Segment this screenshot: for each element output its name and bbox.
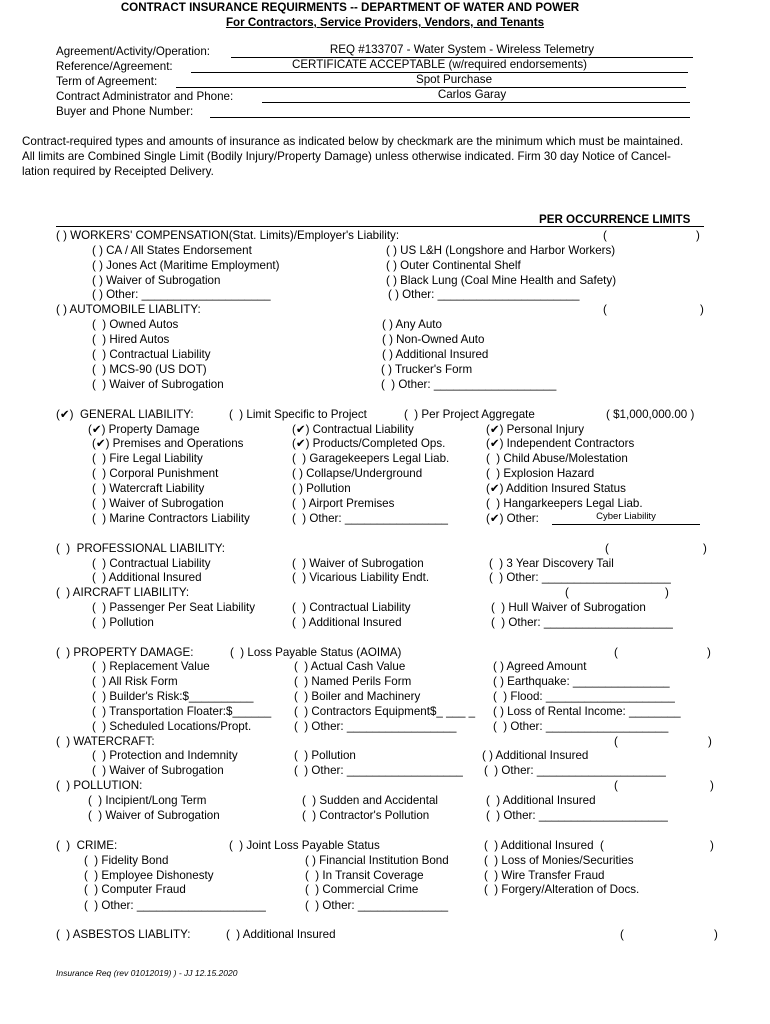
property-option[interactable]: ( ) Agreed Amount bbox=[493, 660, 587, 673]
limits-divider bbox=[56, 226, 704, 227]
watercraft-option[interactable]: ( ) Additional Insured bbox=[482, 749, 589, 762]
auto-option[interactable]: ( ) Other: ___________________ bbox=[381, 378, 557, 391]
buyer-label: Buyer and Phone Number: bbox=[56, 105, 194, 118]
auto-option[interactable]: ( ) Any Auto bbox=[382, 318, 442, 331]
intro-line-2: All limits are Combined Single Limit (Bodily Injury/Property Damage) unless otherwise indicated. Firm 30 day Notice of Cancel- bbox=[22, 150, 671, 163]
watercraft-option[interactable]: ( ) Pollution bbox=[294, 749, 356, 762]
property-option[interactable]: ( ) Contractors Equipment$_ ___ _ bbox=[294, 705, 476, 718]
auto-option[interactable]: ( ) Waiver of Subrogation bbox=[92, 378, 224, 391]
term-label: Term of Agreement: bbox=[56, 75, 158, 88]
aircraft-option[interactable]: ( ) Other: ____________________ bbox=[491, 616, 673, 629]
asbestos-limit-open: ( bbox=[620, 928, 624, 941]
pollution-limit-open: ( bbox=[614, 779, 618, 792]
gl-option[interactable]: ( ) Child Abuse/Molestation bbox=[486, 452, 628, 465]
prof-option[interactable]: ( ) Waiver of Subrogation bbox=[292, 557, 424, 570]
watercraft-option[interactable]: ( ) Other: __________________ bbox=[294, 764, 463, 777]
property-option[interactable]: ( ) Replacement Value bbox=[92, 660, 210, 673]
property-option[interactable]: ( ) Actual Cash Value bbox=[294, 660, 406, 673]
auto-option[interactable]: ( ) Contractual Liability bbox=[92, 348, 211, 361]
pollution-option[interactable]: ( ) Contractor's Pollution bbox=[302, 809, 430, 822]
professional-limit-open: ( bbox=[605, 542, 609, 555]
gl-option[interactable]: ( ) Watercraft Liability bbox=[92, 482, 205, 495]
pollution-option[interactable]: ( ) Sudden and Accidental bbox=[302, 794, 438, 807]
crime-joint[interactable]: ( ) Joint Loss Payable Status bbox=[229, 839, 380, 852]
watercraft-option[interactable]: ( ) Waiver of Subrogation bbox=[92, 764, 224, 777]
gl-option[interactable]: (✔) Products/Completed Ops. bbox=[292, 437, 446, 450]
pollution-option[interactable]: ( ) Waiver of Subrogation bbox=[88, 809, 220, 822]
wc-option[interactable]: ( ) Waiver of Subrogation bbox=[92, 274, 221, 287]
gl-option[interactable]: ( ) Waiver of Subrogation bbox=[92, 497, 224, 510]
gl-aggregate[interactable]: ( ) Per Project Aggregate bbox=[404, 408, 535, 421]
auto-limit-close: ) bbox=[700, 303, 704, 316]
gl-option[interactable]: (✔) Personal Injury bbox=[486, 423, 584, 436]
admin-line bbox=[262, 102, 690, 103]
watercraft-limit-open: ( bbox=[614, 735, 618, 748]
watercraft-title[interactable]: ( ) WATERCRAFT: bbox=[56, 735, 155, 748]
asbestos-additional[interactable]: ( ) Additional Insured bbox=[226, 928, 336, 941]
property-option[interactable]: ( ) Builder's Risk:$__________ bbox=[92, 690, 254, 703]
property-option[interactable]: ( ) Earthquake: _______________ bbox=[493, 675, 670, 688]
wc-option[interactable]: ( ) US L&H (Longshore and Harbor Workers) bbox=[386, 244, 616, 257]
aircraft-option[interactable]: ( ) Passenger Per Seat Liability bbox=[92, 601, 256, 614]
pollution-option[interactable]: ( ) Incipient/Long Term bbox=[88, 794, 207, 807]
auto-option[interactable]: ( ) Trucker's Form bbox=[381, 363, 473, 376]
gl-option[interactable]: (✔) Addition Insured Status bbox=[486, 482, 626, 495]
crime-limit-close: ) bbox=[710, 839, 714, 852]
buyer-line[interactable] bbox=[210, 117, 690, 118]
watercraft-option[interactable]: ( ) Other: ____________________ bbox=[484, 764, 666, 777]
property-limit-open: ( bbox=[614, 646, 618, 659]
aircraft-option[interactable]: ( ) Hull Waiver of Subrogation bbox=[491, 601, 646, 614]
workers-comp-title[interactable]: ( ) WORKERS' COMPENSATION(Stat. Limits)/Employer's Liability: bbox=[56, 229, 400, 242]
auto-option[interactable]: ( ) Non-Owned Auto bbox=[382, 333, 485, 346]
crime-title[interactable]: ( ) CRIME: bbox=[56, 839, 118, 852]
prof-option[interactable]: ( ) 3 Year Discovery Tail bbox=[489, 557, 614, 570]
wc-option[interactable]: ( ) Jones Act (Maritime Employment) bbox=[92, 259, 280, 272]
gl-option[interactable]: ( ) Fire Legal Liability bbox=[92, 452, 203, 465]
aircraft-option[interactable]: ( ) Pollution bbox=[92, 616, 154, 629]
crime-option[interactable]: ( ) Commercial Crime bbox=[305, 883, 419, 896]
prof-option[interactable]: ( ) Other: ____________________ bbox=[489, 571, 671, 584]
crime-option[interactable]: ( ) Employee Dishonesty bbox=[84, 869, 214, 882]
property-option[interactable]: ( ) Scheduled Locations/Propt. bbox=[92, 720, 252, 733]
prof-option[interactable]: ( ) Contractual Liability bbox=[92, 557, 211, 570]
admin-label: Contract Administrator and Phone: bbox=[56, 90, 234, 103]
auto-option[interactable]: ( ) Owned Autos bbox=[92, 318, 179, 331]
auto-option[interactable]: ( ) Additional Insured bbox=[382, 348, 489, 361]
gl-title: GENERAL LIABILITY: bbox=[80, 408, 194, 421]
prof-option[interactable]: ( ) Vicarious Liability Endt. bbox=[292, 571, 430, 584]
term-value: Spot Purchase bbox=[415, 73, 493, 86]
gl-option[interactable]: ( ) Pollution bbox=[292, 482, 351, 495]
watercraft-option[interactable]: ( ) Protection and Indemnity bbox=[92, 749, 238, 762]
aircraft-limit-open: ( bbox=[565, 586, 569, 599]
aircraft-option[interactable]: ( ) Additional Insured bbox=[292, 616, 402, 629]
crime-option[interactable]: ( ) Wire Transfer Fraud bbox=[484, 869, 605, 882]
gl-option[interactable]: ( ) Collapse/Underground bbox=[292, 467, 423, 480]
property-aoima[interactable]: ( ) Loss Payable Status (AOIMA) bbox=[230, 646, 402, 659]
limits-header: PER OCCURRENCE LIMITS bbox=[539, 213, 691, 226]
property-option[interactable]: ( ) Loss of Rental Income: ________ bbox=[493, 705, 681, 718]
gl-option[interactable]: ( ) Hangarkeepers Legal Liab. bbox=[486, 497, 643, 510]
agreement-value: REQ #133707 - Water System - Wireless Telemetry bbox=[329, 43, 595, 56]
professional-title[interactable]: ( ) PROFESSIONAL LIABILITY: bbox=[56, 542, 226, 555]
crime-option[interactable]: ( ) Fidelity Bond bbox=[84, 854, 169, 867]
property-limit-close: ) bbox=[707, 646, 711, 659]
gl-option[interactable]: ( ) Other: ________________ bbox=[292, 512, 448, 525]
property-option[interactable]: ( ) Other: _________________ bbox=[294, 720, 457, 733]
intro-line-1: Contract-required types and amounts of insurance as indicated below by checkmark are the minimum which must be maintained. bbox=[22, 135, 684, 148]
crime-option[interactable]: ( ) In Transit Coverage bbox=[305, 869, 424, 882]
page-subtitle: For Contractors, Service Providers, Vendors, and Tenants bbox=[225, 16, 545, 29]
auto-limit-open: ( bbox=[603, 303, 607, 316]
workers-comp-limit-close: ) bbox=[696, 229, 700, 242]
gl-option[interactable]: (✔) Independent Contractors bbox=[486, 437, 635, 450]
reference-value: CERTIFICATE ACCEPTABLE (w/required endorsements) bbox=[291, 58, 588, 71]
crime-option[interactable]: ( ) Financial Institution Bond bbox=[305, 854, 449, 867]
auto-title[interactable]: ( ) AUTOMOBILE LIABLITY: bbox=[56, 303, 201, 316]
prof-option[interactable]: ( ) Additional Insured bbox=[92, 571, 202, 584]
gl-option[interactable]: ( ) Corporal Punishment bbox=[92, 467, 219, 480]
aircraft-option[interactable]: ( ) Contractual Liability bbox=[292, 601, 411, 614]
intro-line-3: lation required by Receipted Delivery. bbox=[22, 165, 214, 178]
agreement-label: Agreement/Activity/Operation: bbox=[56, 45, 211, 58]
wc-option[interactable]: ( ) CA / All States Endorsement bbox=[92, 244, 252, 257]
crime-additional[interactable]: ( ) Additional Insured ( bbox=[484, 839, 604, 852]
gl-limit: ( $1,000,000.00 ) bbox=[606, 408, 695, 421]
crime-option[interactable]: ( ) Other: ______________ bbox=[305, 899, 449, 912]
gl-checkbox[interactable]: (✔) bbox=[56, 408, 74, 421]
auto-option[interactable]: ( ) Hired Autos bbox=[92, 333, 170, 346]
asbestos-limit-close: ) bbox=[714, 928, 718, 941]
wc-option[interactable]: ( ) Outer Continental Shelf bbox=[386, 259, 521, 272]
auto-option[interactable]: ( ) MCS-90 (US DOT) bbox=[92, 363, 207, 376]
crime-option[interactable]: ( ) Forgery/Alteration of Docs. bbox=[484, 883, 640, 896]
gl-option[interactable]: ( ) Explosion Hazard bbox=[486, 467, 595, 480]
footer-revision: Insurance Req (rev 01012019) ) - JJ 12.15.2020 bbox=[56, 968, 238, 978]
gl-option[interactable]: ( ) Garagekeepers Legal Liab. bbox=[292, 452, 450, 465]
pollution-limit-close: ) bbox=[710, 779, 714, 792]
gl-other-line bbox=[552, 524, 700, 525]
gl-option[interactable]: (✔) Property Damage bbox=[88, 423, 200, 436]
workers-comp-limit-open: ( bbox=[603, 229, 607, 242]
wc-option[interactable]: ( ) Other: ____________________ bbox=[92, 288, 271, 301]
property-option[interactable]: ( ) Boiler and Machinery bbox=[294, 690, 421, 703]
pollution-option[interactable]: ( ) Additional Insured bbox=[486, 794, 596, 807]
pollution-option[interactable]: ( ) Other: ____________________ bbox=[486, 809, 668, 822]
professional-limit-close: ) bbox=[703, 542, 707, 555]
watercraft-limit-close: ) bbox=[708, 735, 712, 748]
page-title: CONTRACT INSURANCE REQUIRMENTS -- DEPARTMENT OF WATER AND POWER bbox=[120, 1, 580, 14]
wc-option[interactable]: ( ) Black Lung (Coal Mine Health and Safety) bbox=[386, 274, 617, 287]
property-option[interactable]: ( ) Transportation Floater:$______ bbox=[92, 705, 272, 718]
property-option[interactable]: ( ) All Risk Form bbox=[92, 675, 178, 688]
admin-value: Carlos Garay bbox=[437, 88, 507, 101]
gl-option[interactable]: (✔) Contractual Liability bbox=[292, 423, 414, 436]
aircraft-limit-close: ) bbox=[665, 586, 669, 599]
crime-option[interactable]: ( ) Loss of Monies/Securities bbox=[484, 854, 634, 867]
crime-option[interactable]: ( ) Computer Fraud bbox=[84, 883, 186, 896]
wc-option[interactable]: ( ) Other: ______________________ bbox=[388, 288, 580, 301]
property-option[interactable]: ( ) Flood: ____________________ bbox=[493, 690, 675, 703]
gl-option[interactable]: ( ) Marine Contractors Liability bbox=[92, 512, 250, 525]
gl-option[interactable]: (✔) Premises and Operations bbox=[92, 437, 244, 450]
reference-label: Reference/Agreement: bbox=[56, 60, 173, 73]
property-option[interactable]: ( ) Other: ___________________ bbox=[493, 720, 669, 733]
gl-specific[interactable]: ( ) Limit Specific to Project bbox=[229, 408, 367, 421]
crime-option[interactable]: ( ) Other: ____________________ bbox=[84, 899, 266, 912]
gl-option[interactable]: (✔) Other: bbox=[486, 512, 539, 525]
aircraft-title[interactable]: ( ) AIRCRAFT LIABILITY: bbox=[56, 586, 190, 599]
property-option[interactable]: ( ) Named Perils Form bbox=[294, 675, 412, 688]
gl-option[interactable]: ( ) Airport Premises bbox=[292, 497, 395, 510]
gl-other-value[interactable]: Cyber Liability bbox=[596, 511, 656, 522]
pollution-title[interactable]: ( ) POLLUTION: bbox=[56, 779, 143, 792]
property-title[interactable]: ( ) PROPERTY DAMAGE: bbox=[56, 646, 194, 659]
asbestos-title[interactable]: ( ) ASBESTOS LIABLITY: bbox=[56, 928, 191, 941]
